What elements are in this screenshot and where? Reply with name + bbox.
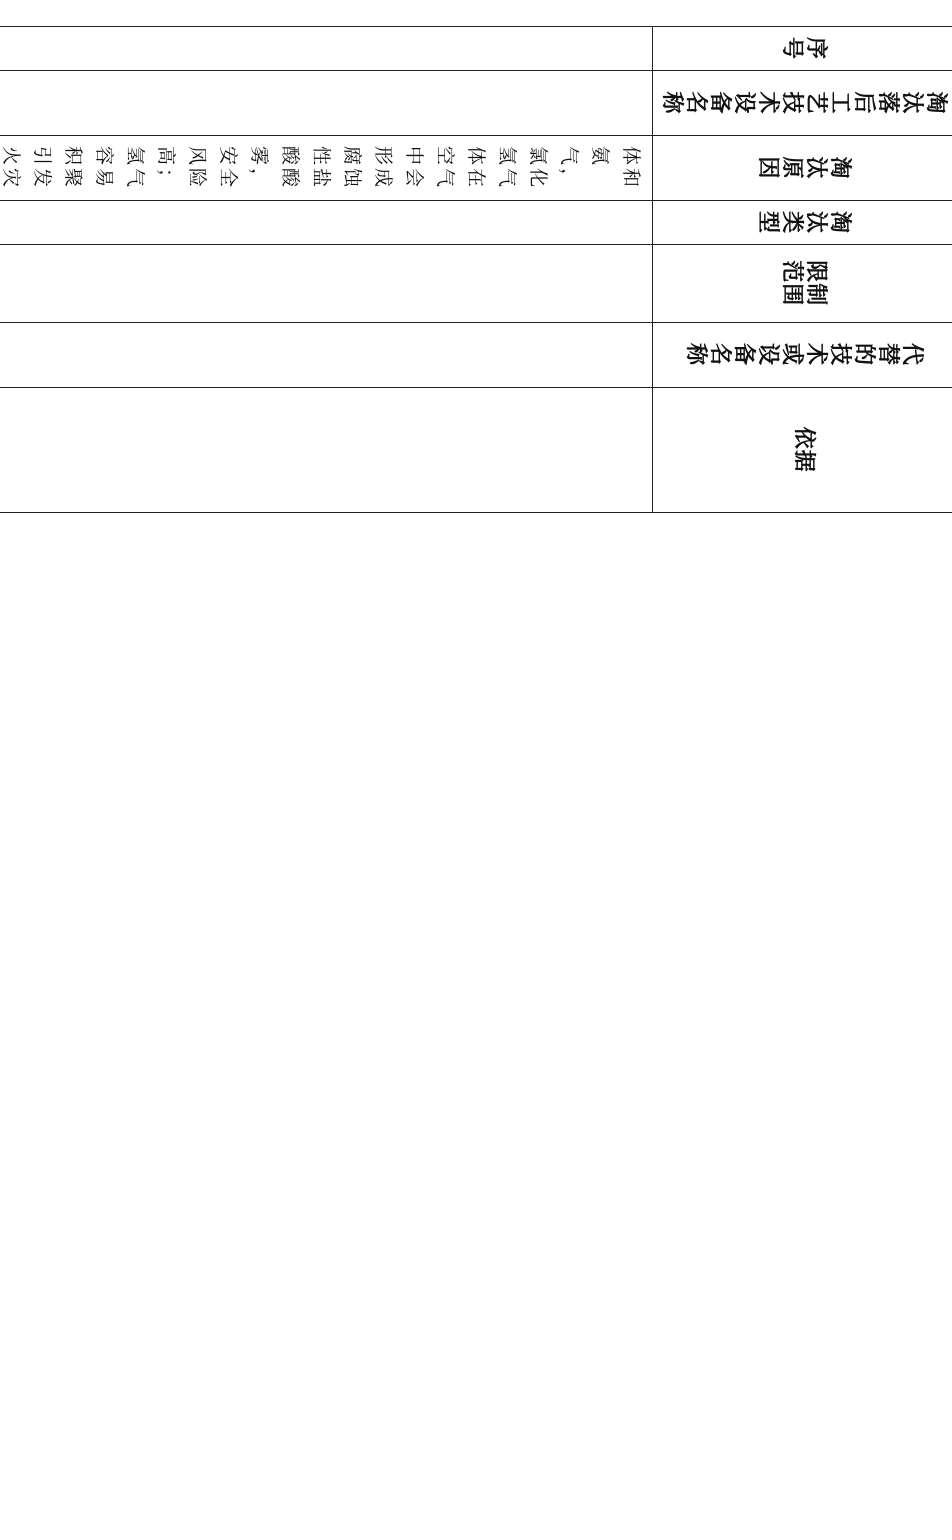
- header-basis: 依据: [653, 387, 952, 512]
- header-reason: 淘汰原因: [653, 136, 952, 201]
- header-row: [653, 27, 952, 513]
- header-scope: 限制范围: [653, 245, 952, 323]
- header-type: 淘汰类型: [653, 201, 952, 245]
- cell-reason: 体和氨气，氯化氢气体在空气中会形成腐蚀性盐酸酸雾，安全风险高；氢气容易积聚引发火灾: [0, 136, 653, 201]
- cell-alt: [0, 322, 653, 387]
- table-row: [0, 27, 653, 513]
- cell-basis: [0, 387, 653, 512]
- cell-type: [0, 201, 653, 245]
- cell-no: [0, 27, 653, 71]
- cell-name: [0, 71, 653, 136]
- elimination-table: [0, 26, 952, 513]
- cell-scope: [0, 245, 653, 323]
- header-name: 淘汰落后工艺技术设备名称: [653, 71, 952, 136]
- header-no: 序号: [653, 27, 952, 71]
- header-alt: 代替的技术或设备名称: [653, 322, 952, 387]
